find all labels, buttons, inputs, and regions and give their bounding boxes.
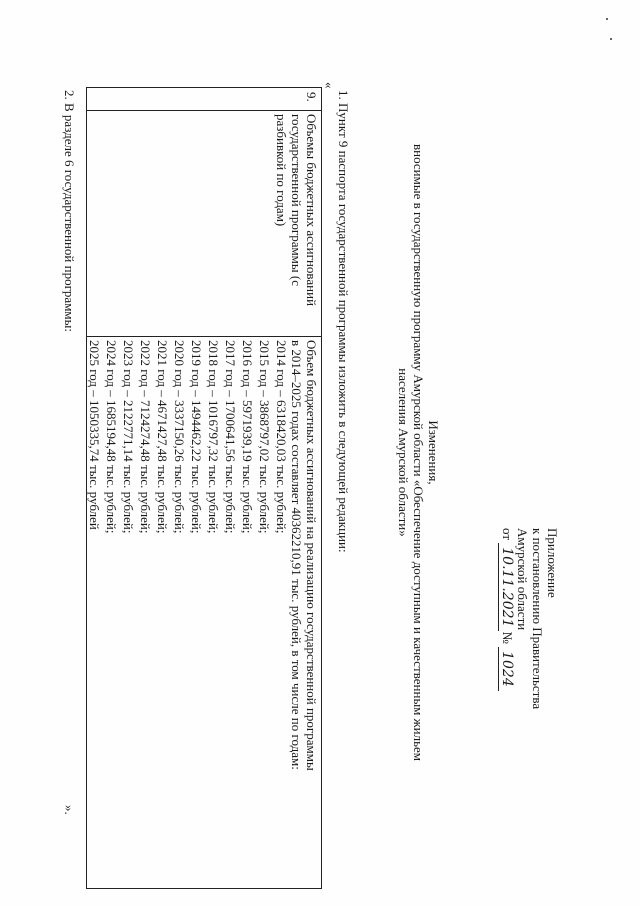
year-allocation-2022: 2022 год – 7124274,48 тыс. рублей;: [138, 340, 153, 534]
appendix-header: [498, 528, 560, 709]
point-1-text: 1. Пункт 9 паспорта государственной программы изложить в следующей редакции:: [336, 90, 351, 553]
year-allocation-2015: 2015 год – 3868797,02 тыс. рублей;: [257, 340, 272, 534]
table-divider: [87, 110, 321, 111]
point-2-text: 2. В разделе 6 государственной программы:: [62, 90, 77, 332]
number-value: 1024: [498, 647, 514, 691]
title-line2: населения Амурской области»: [396, 368, 411, 537]
title-line1: вносимые в государственную программу Амурской области «Обеспечение доступным и качественным жильем: [411, 143, 426, 762]
appendix-date-line: [498, 528, 515, 709]
table-body-line1: Объем бюджетных ассигнований на реализацию государственной программы: [304, 340, 319, 771]
document-title: [396, 0, 441, 905]
year-allocation-2024: 2024 год – 1685194,48 тыс. рублей;: [104, 340, 119, 534]
closing-quote: ».: [62, 805, 77, 815]
year-allocation-2020: 2020 год – 3337150,26 тыс. рублей;: [172, 340, 187, 534]
year-allocation-2021: 2021 год – 4671427,48 тыс. рублей;: [155, 340, 170, 534]
appendix-region: Амурской области: [515, 528, 530, 631]
table-body-line2: в 2014–2025 годах составляет 40362210,91 тыс. рублей, в том числе по годам:: [289, 340, 304, 770]
appendix-resolution: к постановлению Правительства: [530, 528, 545, 710]
appendix-label: Приложение: [545, 528, 560, 598]
number-prefix: №: [500, 631, 515, 644]
opening-quote: «: [322, 82, 337, 89]
date-prefix: от: [500, 528, 515, 541]
date-value: 10.11.2021: [498, 543, 514, 631]
year-allocation-2019: 2019 год – 1494462,22 тыс. рублей;: [189, 340, 204, 534]
passport-table: [86, 87, 322, 889]
table-row-name: Объемы бюджетных ассигнований государственной программы (с разбивкой по годам): [274, 114, 319, 307]
year-allocation-2023: 2023 год – 2122771,14 тыс. рублей;: [121, 340, 136, 534]
table-row-number: 9.: [304, 92, 319, 102]
year-allocation-2014: 2014 год – 6318420,03 тыс. рублей;: [274, 340, 289, 534]
year-allocation-2017: 2017 год – 1700641,56 тыс. рублей;: [223, 340, 238, 534]
year-allocation-2016: 2016 год – 5971939,19 тыс. рублей;: [240, 340, 255, 534]
year-allocation-2018: 2018 год – 1016797,32 тыс. рублей;: [206, 340, 221, 534]
table-body-intro: [289, 340, 319, 771]
year-allocation-2025: 2025 год – 1050335,74 тыс. рублей: [87, 340, 102, 530]
title-heading: Изменения,: [426, 420, 441, 485]
table-divider: [87, 336, 321, 337]
